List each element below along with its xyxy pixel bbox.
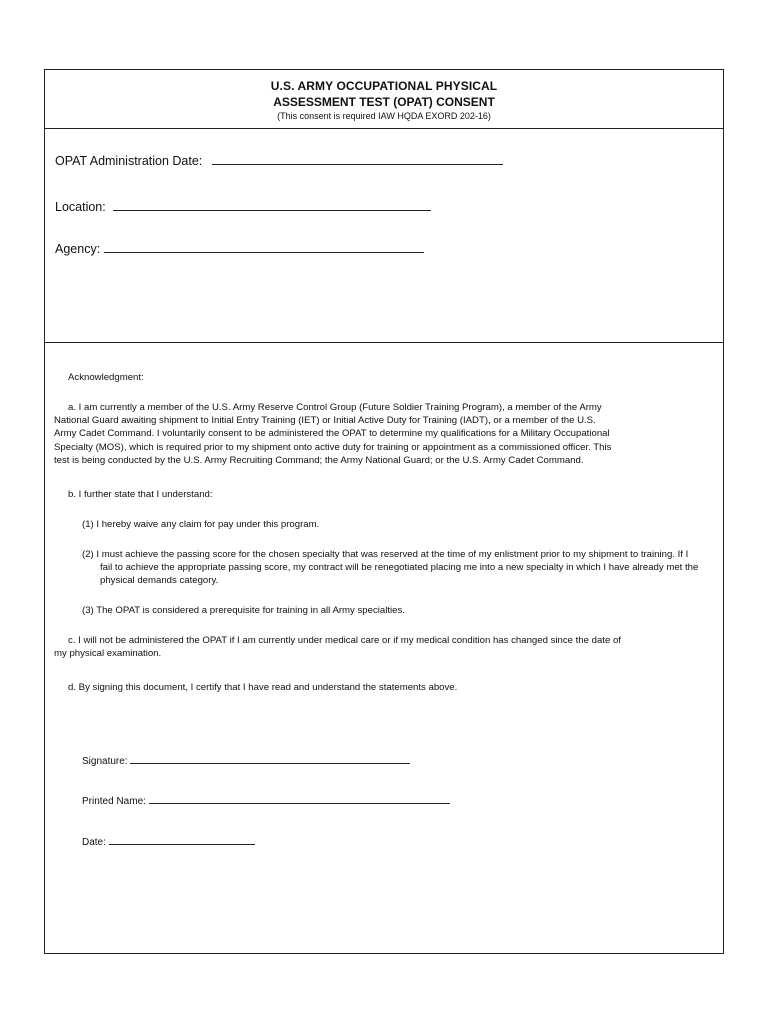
item-a-line: Army Cadet Command. I voluntarily consent to be administered the OPAT to determine my qualifications for a Military Occupational — [54, 428, 610, 440]
item-c-line: my physical examination. — [54, 648, 162, 660]
item-c-line: c. I will not be administered the OPAT if I am currently under medical care or if my medical condition has changed since the date of — [68, 635, 621, 646]
item-b3: (3) The OPAT is considered a prerequisite for training in all Army specialties. — [82, 605, 405, 616]
item-d: d. By signing this document, I certify that I have read and understand the statements above. — [68, 682, 458, 693]
item-a — [54, 401, 611, 467]
form-header — [45, 70, 723, 129]
item-b2-line: physical demands category. — [100, 575, 219, 587]
location-row — [55, 199, 431, 214]
acknowledgment-heading: Acknowledgment: — [68, 372, 144, 383]
date-row — [82, 834, 255, 849]
admin-date-label: OPAT Administration Date: — [55, 154, 203, 168]
date-label: Date: — [82, 837, 106, 848]
agency-label: Agency: — [55, 242, 101, 256]
item-c — [54, 634, 621, 660]
signature-row — [82, 753, 410, 768]
location-field[interactable] — [113, 199, 431, 211]
printed-name-row — [82, 793, 450, 808]
agency-field[interactable] — [104, 241, 424, 253]
admin-date-row — [55, 153, 503, 168]
agency-row — [55, 241, 424, 256]
item-b2-line: (2) I must achieve the passing score for the chosen specialty that was reserved at the time of my enlistment prior to my shipment to training. If I — [82, 549, 689, 560]
admin-date-field[interactable] — [212, 153, 503, 165]
printed-name-field[interactable] — [149, 793, 450, 804]
item-b2 — [82, 548, 698, 588]
item-b1: (1) I hereby waive any claim for pay under this program. — [82, 519, 320, 530]
item-b: b. I further state that I understand: — [68, 489, 213, 500]
printed-name-label: Printed Name: — [82, 796, 146, 807]
signature-field[interactable] — [130, 753, 410, 764]
form-subtitle: (This consent is required IAW HQDA EXORD 202-16) — [277, 111, 491, 121]
signature-label: Signature: — [82, 756, 128, 767]
consent-form — [44, 69, 724, 954]
acknowledgment-section — [45, 343, 723, 953]
location-label: Location: — [55, 200, 106, 214]
item-a-line: National Guard awaiting shipment to Initial Entry Training (IET) or Initial Active Duty for Training (IADT), or a member of the U.S. — [54, 415, 596, 427]
form-title-line2: ASSESSMENT TEST (OPAT) CONSENT — [273, 95, 495, 109]
item-b2-line: fail to achieve the appropriate passing score, my contract will be renegotiated placing me into a new specialty in which I have already met the — [100, 562, 699, 574]
item-a-line: test is being conducted by the U.S. Army Recruiting Command; the Army National Guard; or the U.S. Army Cadet Command. — [54, 454, 584, 466]
item-a-line: a. I am currently a member of the U.S. Army Reserve Control Group (Future Soldier Training Program), a member of the Army — [68, 402, 602, 413]
item-a-line: Specialty (MOS), which is required prior to my shipment onto active duty for training or appointment as a commissioned officer. This — [54, 441, 612, 453]
form-title-line1: U.S. ARMY OCCUPATIONAL PHYSICAL — [270, 79, 498, 93]
administration-info-section — [45, 129, 723, 343]
date-field[interactable] — [109, 834, 255, 845]
